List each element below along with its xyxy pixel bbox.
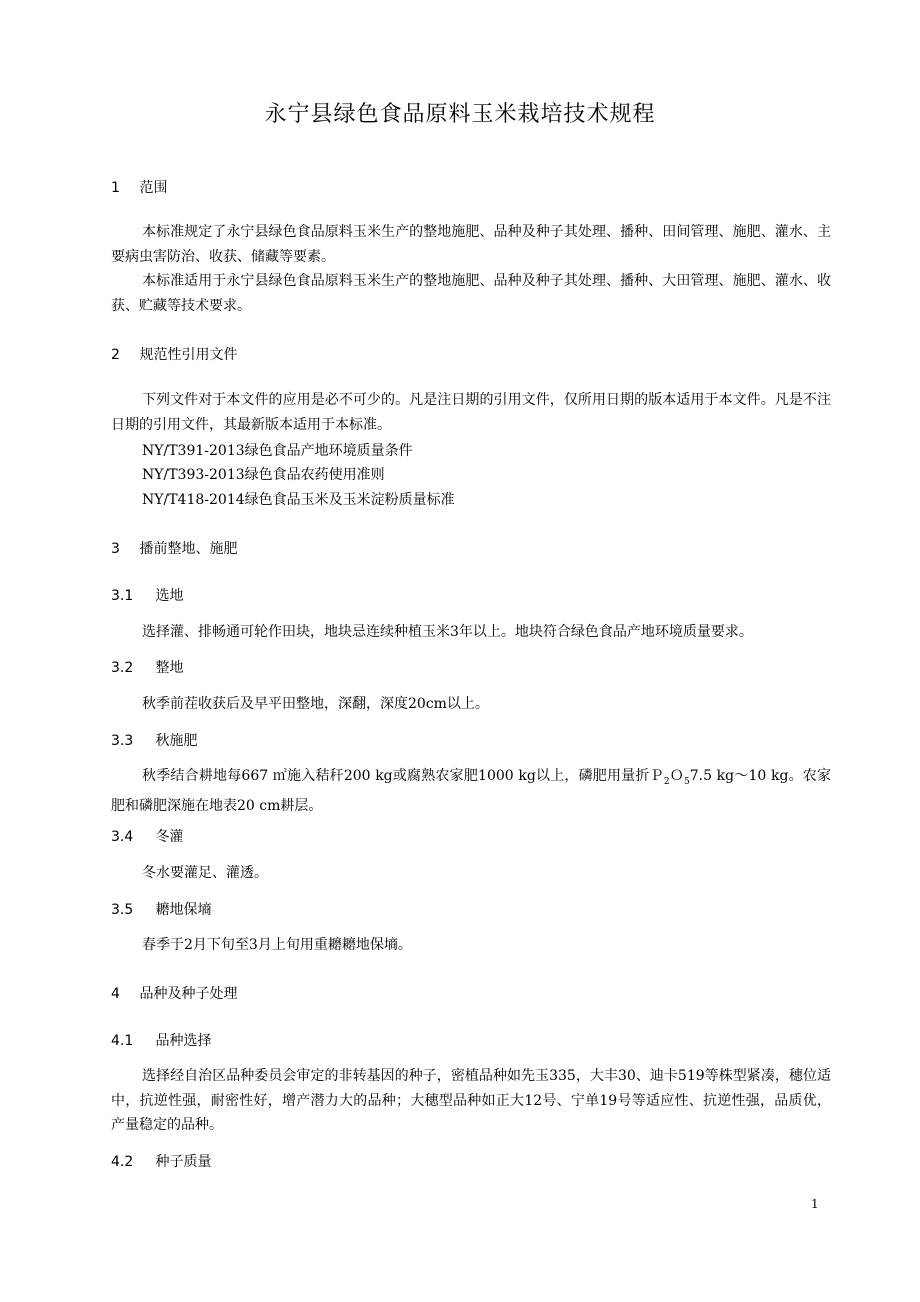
section-number: 4 xyxy=(111,986,120,1002)
subsection-heading-3-2 xyxy=(111,657,183,677)
subsection-title: 耱地保墒 xyxy=(155,902,212,918)
subsection-heading-4-2 xyxy=(111,1151,211,1171)
section-heading-3 xyxy=(111,538,237,558)
reference-item: NY/T393-2013绿色食品农药使用准则 xyxy=(142,467,385,483)
reference-item: NY/T391-2013绿色食品产地环境质量条件 xyxy=(142,443,413,459)
section-heading-2 xyxy=(111,344,237,364)
subsection-number: 3.1 xyxy=(111,588,134,604)
subsection-number: 3.3 xyxy=(111,733,134,749)
subscript-2: 2 xyxy=(663,776,670,787)
paragraph-winter-irrigation: 冬水要灌足、灌透。 xyxy=(142,865,268,881)
subsection-number: 4.2 xyxy=(111,1154,134,1170)
fertilizer-text-c: 7.5 kg～10 kg。农家肥和磷肥深施在地表20 cm耕层。 xyxy=(111,768,832,815)
page-number: 1 xyxy=(811,1197,819,1211)
subsection-number: 3.5 xyxy=(111,902,134,918)
paragraph-site-selection: 选择灌、排畅通可轮作田块，地块忌连续种植玉米3年以上。地块符合绿色食品产地环境质量要求。 xyxy=(142,624,753,640)
fertilizer-text-a: 秋季结合耕地每667 ㎡施入秸秆200 kg或腐熟农家肥1000 kg以上，磷肥用量折Ｐ xyxy=(142,768,664,784)
subsection-title: 冬灌 xyxy=(155,829,184,845)
reference-item: NY/T418-2014绿色食品玉米及玉米淀粉质量标准 xyxy=(142,492,455,508)
subsection-number: 4.1 xyxy=(111,1033,134,1049)
subsection-heading-4-1 xyxy=(111,1030,211,1050)
document-title: 永宁县绿色食品原料玉米栽培技术规程 xyxy=(264,102,656,127)
subsection-title: 选地 xyxy=(155,588,184,604)
section-number: 3 xyxy=(111,541,120,557)
subsection-title: 秋施肥 xyxy=(155,733,198,749)
subscript-5: 5 xyxy=(683,776,690,787)
paragraph-scope-2: 本标准适用于永宁县绿色食品原料玉米生产的整地施肥、品种及种子其处理、播种、大田管理、施肥、灌水、收获、贮藏等技术要求。 xyxy=(111,273,831,314)
subsection-heading-3-5 xyxy=(111,899,211,919)
subsection-title: 整地 xyxy=(155,660,184,676)
section-number: 2 xyxy=(111,347,120,363)
subsection-title: 品种选择 xyxy=(155,1033,212,1049)
subsection-heading-3-3 xyxy=(111,730,197,750)
paragraph-scope-1: 本标准规定了永宁县绿色食品原料玉米生产的整地施肥、品种及种子其处理、播种、田间管理、施肥、灌水、主要病虫害防治、收获、储藏等要素。 xyxy=(111,224,831,265)
paragraph-moisture-conservation: 春季于2月下旬至3月上旬用重耱耱地保墒。 xyxy=(142,937,412,953)
paragraph-autumn-fertilizer xyxy=(111,764,831,819)
subsection-title: 种子质量 xyxy=(155,1154,212,1170)
subsection-number: 3.4 xyxy=(111,829,134,845)
paragraph-variety-selection: 选择经自治区品种委员会审定的非转基因的种子，密植品种如先玉335，大丰30、迪卡519等株型紧凑，穗位适中，抗逆性强，耐密性好，增产潜力大的品种；大穗型品种如正大12号、宁单19号等适应性、抗逆性强，品质优，产量稳定的品种。 xyxy=(111,1068,831,1133)
section-number: 1 xyxy=(111,180,120,196)
subsection-number: 3.2 xyxy=(111,660,134,676)
section-heading-4 xyxy=(111,983,237,1003)
subsection-heading-3-1 xyxy=(111,585,183,605)
section-title: 规范性引用文件 xyxy=(139,347,238,363)
section-heading-1 xyxy=(111,177,167,197)
subsection-heading-3-4 xyxy=(111,826,183,846)
section-title: 范围 xyxy=(139,180,168,196)
paragraph-references: 下列文件对于本文件的应用是必不可少的。凡是注日期的引用文件，仅所用日期的版本适用于本文件。凡是不注日期的引用文件，其最新版本适用于本标准。 xyxy=(111,392,831,433)
section-title: 品种及种子处理 xyxy=(139,986,238,1002)
paragraph-land-prep: 秋季前茬收获后及早平田整地，深翻，深度20cm以上。 xyxy=(142,696,489,712)
fertilizer-text-b: Ｏ xyxy=(669,768,684,784)
section-title: 播前整地、施肥 xyxy=(139,541,238,557)
